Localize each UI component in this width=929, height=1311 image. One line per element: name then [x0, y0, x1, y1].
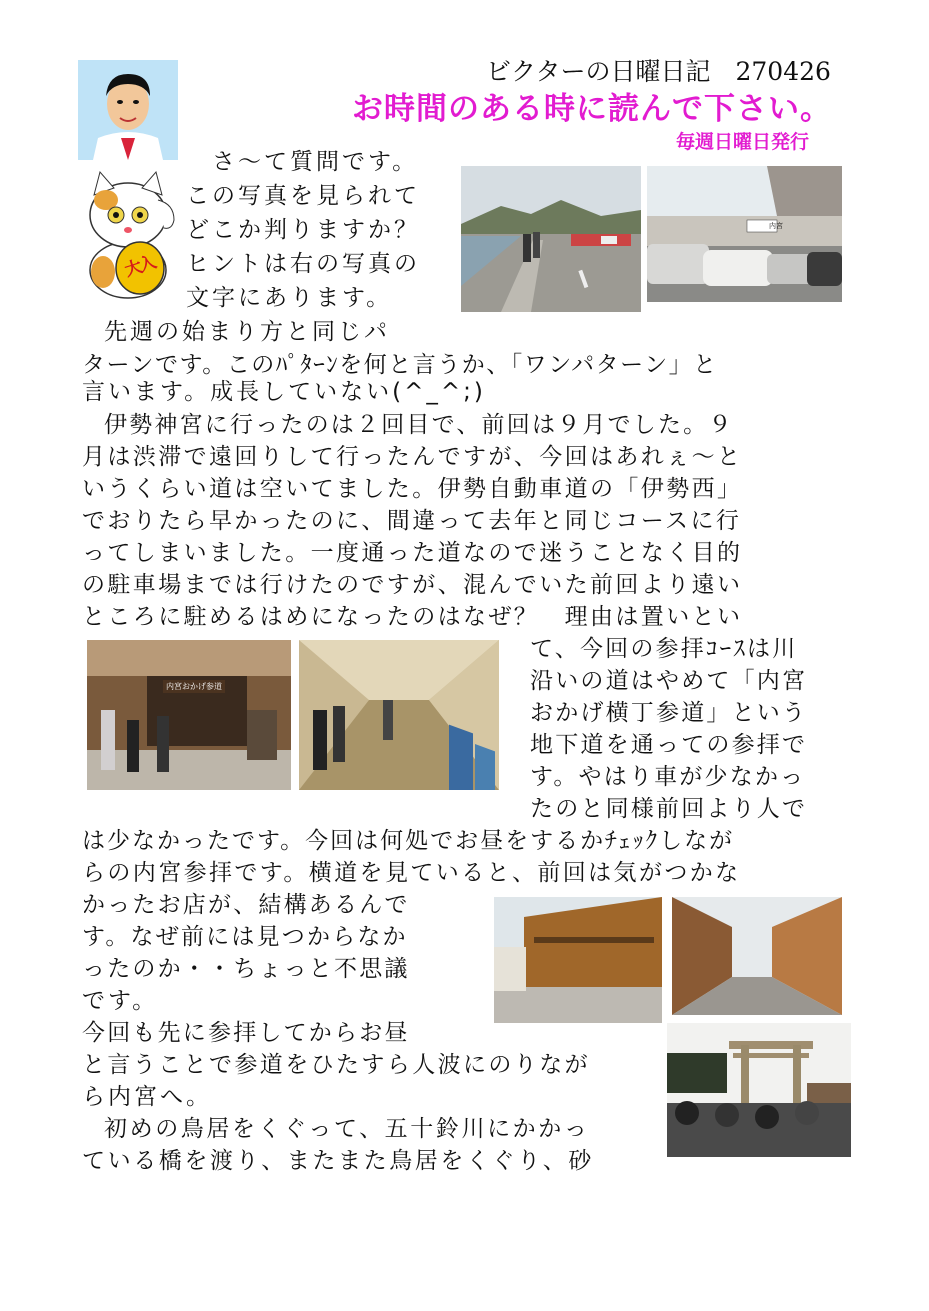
body-line: と言うことで参道をひたすら人波にのりなが — [82, 1052, 590, 1078]
body-line: どこか判りますか？ — [186, 217, 420, 243]
body-line: おかげ横丁参道」という — [530, 700, 808, 726]
parking-sign-text: 内宮 — [769, 222, 783, 230]
body-line: 初めの鳥居をくぐって、五十鈴川にかかっ — [104, 1116, 590, 1142]
body-line: 文字にあります。 — [186, 285, 393, 311]
body-line: 月は渋滞で遠回りして行ったんですが、今回はあれぇ～と — [82, 444, 743, 470]
body-line: の駐車場までは行けたのですが、混んでいた前回より遠い — [82, 572, 743, 598]
photo-underground-passage — [299, 640, 499, 790]
photo-parking-lot — [647, 166, 842, 302]
body-line: 沿いの道はやめて「内宮 — [530, 668, 808, 694]
photo-riverside-road — [461, 166, 641, 312]
lucky-badge-text: 大入 — [122, 252, 158, 282]
body-line: ヒントは右の写真の — [186, 251, 420, 277]
diary-subtitle: お時間のある時に読んで下さい。 — [352, 91, 832, 127]
body-line: らの内宮参拝です。横道を見ていると、前回は気がつかな — [82, 860, 741, 886]
body-line: す。なぜ前には見つからなか — [82, 924, 408, 950]
body-line: ターンです。このﾊﾟﾀｰﾝを何と言うか、「ワンパターン」と — [82, 352, 718, 378]
body-line: 地下道を通っての参拝で — [530, 732, 808, 758]
body-line: でおりたら早かったのに、間違って去年と同じコースに行 — [82, 508, 742, 534]
body-line: は少なかったです。今回は何処でお昼をするかﾁｪｯｸしなが — [82, 828, 735, 854]
body-line: この写真を見られて — [186, 183, 420, 209]
body-line: ってしまいました。一度通った道なので迷うことなく目的 — [82, 540, 743, 566]
body-line: 言います。成長していない(^_^;) — [82, 379, 486, 405]
body-line: ら内宮へ。 — [82, 1084, 212, 1110]
body-line: いうくらい道は空いてました。伊勢自動車道の「伊勢西」 — [82, 476, 743, 502]
photo-old-street — [494, 897, 662, 1023]
publication-frequency: 毎週日曜日発行 — [676, 131, 810, 153]
tunnel-sign-text: 内宮おかげ参道 — [163, 680, 225, 693]
body-line: さ～て質問です。 — [212, 149, 419, 175]
body-line: かったお店が、結構あるんで — [82, 892, 410, 918]
body-line: す。やはり車が少なかっ — [530, 764, 806, 790]
body-line: 伊勢神宮に行ったのは２回目で、前回は９月でした。９ — [104, 412, 734, 438]
body-line: て、今回の参拝ｺｰｽは川 — [530, 636, 798, 662]
body-line: です。 — [82, 988, 159, 1014]
author-caricature — [78, 60, 178, 160]
body-line: たのと同様前回より人で — [530, 796, 808, 822]
body-line: 今回も先に参拝してからお昼 — [82, 1020, 410, 1046]
body-line: ったのか・・ちょっと不思議 — [82, 956, 410, 982]
photo-tunnel-entrance — [87, 640, 291, 790]
photo-narrow-alley — [672, 897, 842, 1015]
body-line: ところに駐めるはめになったのはなぜ？ 理由は置いとい — [82, 604, 743, 630]
diary-title: ビクターの日曜日記 270426 — [486, 57, 831, 86]
body-line: 先週の始まり方と同じパ — [104, 319, 390, 345]
photo-torii-gate — [667, 1023, 851, 1157]
maneki-neko-illustration — [78, 160, 183, 300]
body-line: ている橋を渡り、またまた鳥居をくぐり、砂 — [82, 1148, 594, 1174]
